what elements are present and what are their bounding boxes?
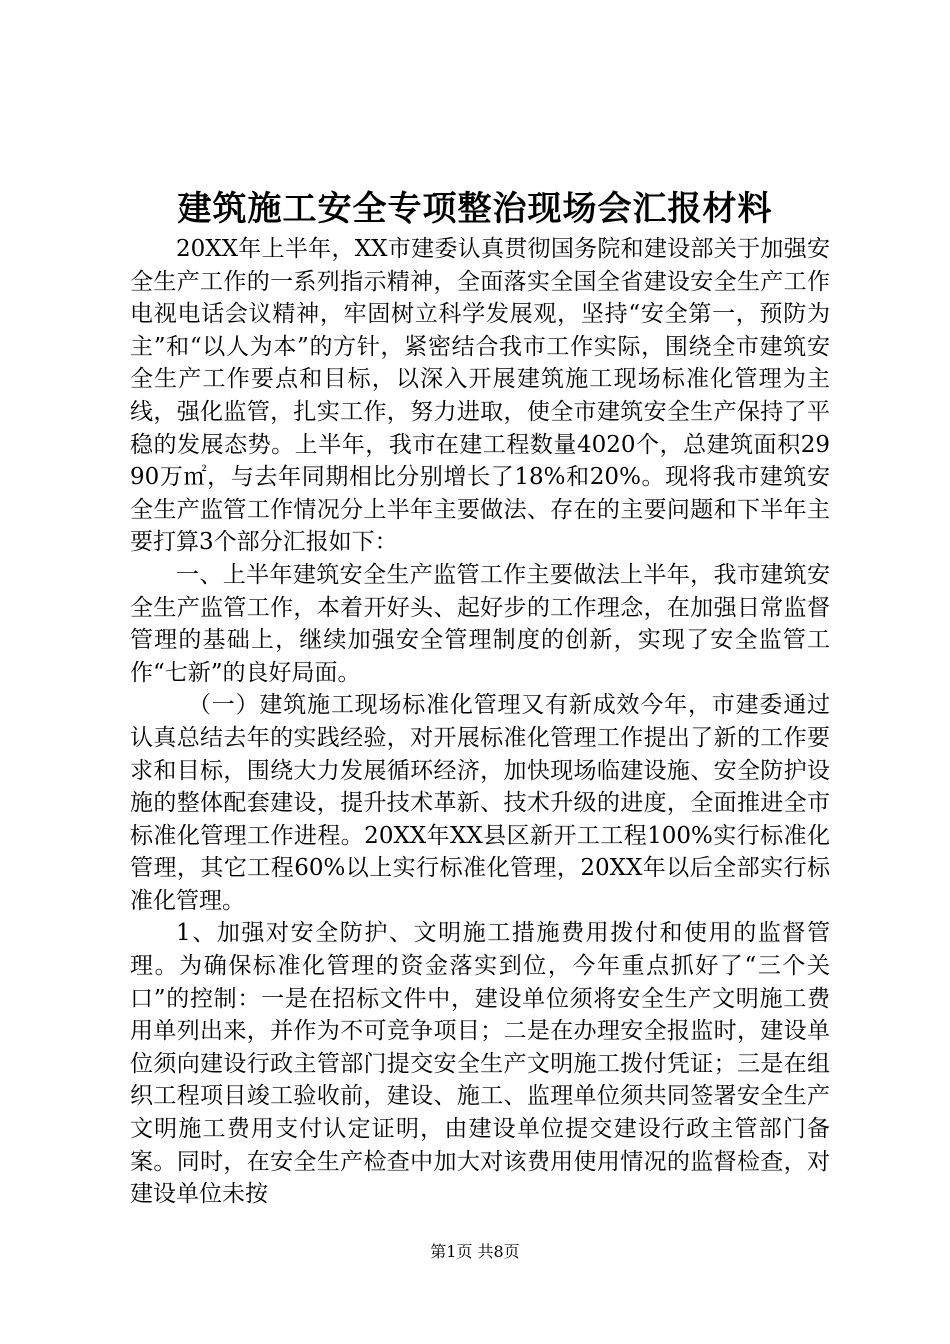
paragraph-intro: 20XX年上半年，XX市建委认真贯彻国务院和建设部关于加强安全生产工作的一系列指示精神，全面落实全国全省建设安全生产工作电视电话会议精神，牢固树立科学发展观，坚持“安全第一，预防为主”和“以人为本”的方针，紧密结合我市工作实际，围绕全市建筑安全生产工作要点和目标，以深入开展建筑施工现场标准化管理为主线，强化监管，扎实工作，努力进取，使全市建筑安全生产保持了平稳的发展态势。上半年，我市在建工程数量4020个，总建筑面积2990万㎡，与去年同期相比分别增长了18%和20%。现将我市建筑安全生产监管工作情况分上半年主要做法、存在的主要问题和下半年主要打算3个部分汇报如下： — [130, 236, 830, 556]
document-title: 建筑施工安全专项整治现场会汇报材料 — [177, 189, 773, 229]
paragraph-item-one: 1、加强对安全防护、文明施工措施费用拨付和使用的监督管理。为确保标准化管理的资金落实到位，今年重点抓好了“三个关口”的控制：一是在招标文件中，建设单位须将安全生产文明施工费用单列出来，并作为不可竞争项目；二是在办理安全报监时，建设单位须向建设行政主管部门提交安全生产文明施工拨付凭证；三是在组织工程项目竣工验收前，建设、施工、监理单位须共同签署安全生产文明施工费用支付认定证明，由建设单位提交建设行政主管部门备案。同时，在安全生产检查中加大对该费用使用情况的监督检查，对建设单位未按 — [130, 920, 830, 1208]
page-number-footer: 第1页 共8页 — [430, 1242, 520, 1261]
paragraph-section-one: 一、上半年建筑安全生产监管工作主要做法上半年，我市建筑安全生产监管工作，本着开好头、起好步的工作理念，在加强日常监督管理的基础上，继续加强安全管理制度的创新，实现了安全监管工作“七新”的良好局面。 — [130, 561, 830, 686]
document-body — [130, 233, 830, 1211]
paragraph-subsection-one: （一）建筑施工现场标准化管理又有新成效今年，市建委通过认真总结去年的实践经验，对开展标准化管理工作提出了新的工作要求和目标，围绕大力发展循环经济，加快现场临建设施、安全防护设施的整体配套建设，提升技术革新、技术升级的进度，全面推进全市标准化管理工作进程。20XX年XX县区新开工工程100%实行标准化管理，其它工程60%以上实行标准化管理，20XX年以后全部实行标准化管理。 — [130, 692, 830, 914]
